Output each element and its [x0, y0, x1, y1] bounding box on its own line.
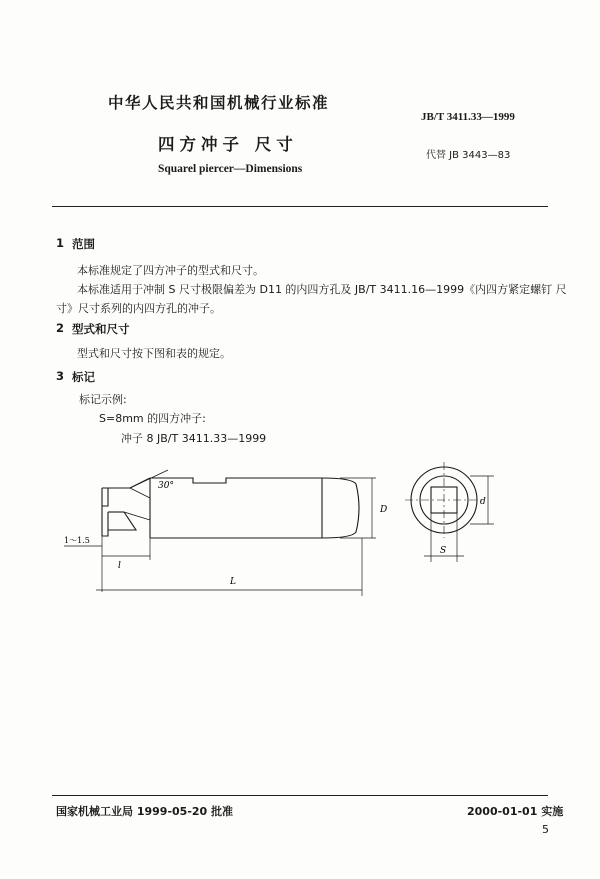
chamfer-label: 1～1.5 [64, 536, 90, 545]
effective-date: 2000-01-01 实施 [467, 805, 564, 818]
marking-example-description: S=8mm 的四方冲子: [99, 412, 206, 425]
length-l-label: l [118, 561, 121, 571]
page-number: 5 [542, 823, 549, 836]
section-3-number: 3 [56, 369, 65, 383]
standard-number: JB/T 3411.33—1999 [421, 111, 515, 123]
english-title: Squarel piercer—Dimensions [158, 163, 303, 175]
section-3-heading: 标记 [72, 370, 95, 384]
section-1-paragraph-3: 寸》尺寸系列的内四方孔的冲子。 [56, 302, 221, 315]
marking-example-code: 冲子 8 JB/T 3411.33—1999 [121, 432, 267, 445]
document-title: 四方冲子 尺寸 [158, 135, 298, 154]
replaces-note: 代替 JB 3443—83 [426, 150, 511, 161]
marking-example-label: 标记示例: [79, 393, 127, 406]
length-L-label: L [230, 577, 236, 587]
header-divider [52, 206, 548, 207]
section-2-heading: 型式和尺寸 [72, 322, 130, 336]
approval-note: 国家机械工业局 1999-05-20 批准 [56, 805, 234, 818]
diameter-D-label: D [380, 505, 388, 515]
punch-end-view [405, 462, 494, 562]
footer-divider [52, 795, 548, 796]
section-2-number: 2 [56, 321, 65, 335]
section-1-heading: 范围 [72, 237, 95, 251]
angle-label: 30° [158, 481, 174, 491]
section-1-paragraph-1: 本标准规定了四方冲子的型式和尺寸。 [77, 264, 264, 277]
square-piercer-drawing [0, 455, 600, 605]
dimension-lines [64, 470, 376, 596]
issuing-organization: 中华人民共和国机械行业标准 [108, 94, 330, 112]
square-S-label: S [440, 546, 447, 556]
diameter-d-label: d [480, 497, 486, 507]
punch-side-view [102, 478, 359, 538]
section-1-paragraph-2: 本标准适用于冲制 S 尺寸极限偏差为 D11 的内四方孔及 JB/T 3411.16—1999《内四方紧定螺钉 尺 [77, 283, 567, 296]
section-1-number: 1 [56, 236, 65, 250]
section-2-paragraph-1: 型式和尺寸按下图和表的规定。 [77, 347, 231, 360]
